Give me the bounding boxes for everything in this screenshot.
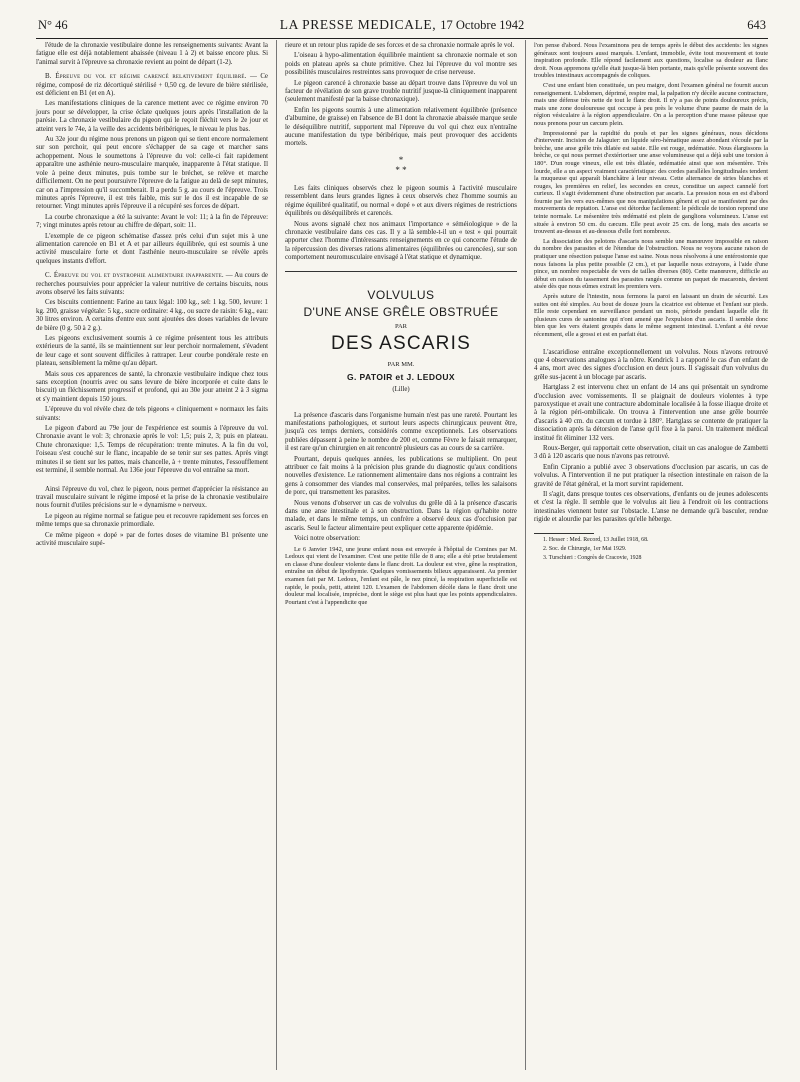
paragraph: Le pigeon carencé à chronaxie basse au départ trouve dans l'épreuve du vol un facteur de révélation de son grave trouble nutritif jusque-là cliniquement inapparent (seulement manifesté par la baisse chronaxique). <box>285 79 517 104</box>
paragraph: Ces biscuits contiennent: Farine au taux légal: 100 kg., sel: 1 kg. 500, levure: 1 kg. 200, graisse végétale: 5 kg., sucre ordinaire: 4 kg., ou sucre de raisin: 6 kg., eau: 30 litres environ. A certains d'entre eux sont ajoutées des doses variables de levure de bière (0 g. 50 à 2 g.). <box>36 299 268 332</box>
paragraph: La courbe chronaxique a été la suivante: Avant le vol: 11; à la fin de l'épreuve: 7; vingt minutes après retour au chiffre de départ, soit: 11. <box>36 213 268 230</box>
paragraph: Au 32e jour du régime nous prenons un pigeon qui se tient encore normalement sur son perchoir, qui peut encore s'échapper de sa cage et marcher sans achoppement. Nous le soumettons à l'épreuve du vol: celle-ci fait rapidement apparaître une asthénie neuro-musculaire marquée, inapparente à l'état statique. Il vole à peine deux minutes, puis tombe sur le bréchet, se relève et marche difficilement. On ne peut poursuivre l'épreuve de la fatigue au delà de sept minutes, car on a l'impression qu'il succomberait. Il a perdu 5 g. au cours de l'épreuve. Trois minutes après l'épreuve, il est très faible, mis sur le dos il est incapable de se retourner. Vingt minutes après l'épreuve il a récupéré ses forces de départ. <box>36 136 268 211</box>
page-header <box>36 14 768 39</box>
article-body-start <box>285 412 517 607</box>
article-continuation <box>285 42 517 149</box>
observation-paragraph: Impressionné par la rapidité du pouls et par les signes généraux, nous décidons d'intervenir. Incision de Jalaguier: un liquide séro-hématique assez abondant s'écoule par la brèche, une anse grêle très dilatée est saisie. Elle est rouge, œdématiée. Nous élargissons la brèche, ce qui nous permet d'extérioriser une anse volumineuse qui a déjà subi une torsion à 180°. D'un rouge vineux, elle est très dilatée, œdématiée ainsi que son mésentère. Très lourde, elle a un aspect vraiment caractéristique: des cordes parallèles longitudinales tendent la muqueuse qui apparaît blanchâtre à leur niveau. Cette alternance de stries blanches et rouges, les premières en relief, les secondes en creux, constitue un aspect cannelé fort curieux. Il s'agit évidemment d'une obstruction par ascaris. La pression nous en est d'abord fournie par les vers eux-mêmes que nos manipulations gênent et qui se manifestent par des mouvements de reptation. L'anse est détordue facilement: le pédicule de torsion reprend une teinte normale. Le mésentère très œdématié est plein de ganglions volumineux. L'anse est située à environ 50 cm. du cæcum. Elle peut avoir 25 cm. de long, mais des ascaris se trouvent au-dessus et au-dessous d'elle fort nombreux. <box>534 129 768 236</box>
observation-paragraph: C'est une enfant bien constituée, un peu maigre, dont l'examen général ne fournit aucun renseignement. L'abdomen, déprimé, respire mal, la palpation n'y décèle aucune contracture, mais une défense très nette de tout le flanc droit. Il n'y a pas de points douloureux précis, mais une zone douloureuse qui occupe à peu près le volume d'une paume de main de la région vésiculaire à la région appendiculaire. On a la perception d'une masse pâteuse que nous prenons pour un cæcum plein. <box>534 81 768 127</box>
section-separator: * * * <box>395 154 407 175</box>
journal-name: LA PRESSE MEDICALE, <box>279 17 437 32</box>
page-number: 643 <box>747 18 766 32</box>
paragraph: L'oiseau à hypo-alimentation équilibrée maintient sa chronaxie normale et son poids en plateau après sa chute primitive. Chez lui l'épreuve du vol montre ses possibilités musculaires restreintes sans provoquer de crise nerveuse. <box>285 52 517 77</box>
article-affiliation: (Lille) <box>392 385 410 393</box>
section-heading: B. Épreuve du vol et régime carencé relativement équilibré. <box>45 73 247 81</box>
paragraph: Enfin Cipranio a publié avec 3 observations d'occlusion par ascaris, un cas de volvulus. A l'intervention il ne put pratiquer la résection intestinale en raison de la gravité de l'état général, et la mort survint rapidement. <box>534 463 768 488</box>
paragraph: L'ascaridiose entraîne exceptionnellement un volvulus. Nous n'avons retrouvé que 4 observations analogues à la nôtre. Kendrick 1 a rapporté le cas d'un enfant de 4 ans, mort avec des signes d'occlusion en deux jours. Il s'agissait d'un volvulus du grêle sus-jacent à un blocage par ascaris. <box>534 348 768 381</box>
paragraph: Nous avons signalé chez nos animaux l'importance « séméiologique » de la chronaxie vestibulaire dans ces cas. Il y a là semble-t-il un « test » qui pourrait apporter chez l'homme d'intéressants renseignements en ce qui concerne l'étude de la répercussion des diverses rations alimentaires (équilibrées ou carencées), sur son comportement neuromusculaire envisagé à l'état statique et dynamique. <box>285 220 517 262</box>
paragraph-gap <box>36 478 268 486</box>
paragraph-gap <box>534 341 768 349</box>
paragraph: Enfin les pigeons soumis à une alimentation relativement équilibrée (présence d'albumine, de graisse) en l'absence de B1 dont la chronaxie abaissée marque seule le déséquilibre nutritif, supportent mal l'épreuve du vol qui chez eux n'entraîne aucune manifestation du type béribérique, mais peut provoquer des accidents mortels. <box>285 106 517 148</box>
footnotes <box>534 537 768 563</box>
paragraph: Nous venons d'observer un cas de volvulus du grêle dû à la présence d'ascaris dans une anse intestinale et à son obstruction. Dans la région qu'habite notre malade, et dans le même temps, un confrère a observé deux cas d'occlusion par ascaris. Seul le facteur alimentaire peut expliquer cette apparente épidémie. <box>285 499 517 532</box>
column-left <box>36 42 268 550</box>
paragraph: L'épreuve du vol révèle chez de tels pigeons « cliniquement » normaux les faits suivants: <box>36 406 268 422</box>
paragraph: Les pigeons exclusivement soumis à ce régime présentent tous les attributs extérieurs de la santé, ils se maintiennent sur leur perchoir normalement, s'évadent de leur cage et sont souvent difficiles à rattraper. Leur courbe pondérale reste en plateau, sensiblement la même qu'au départ. <box>36 335 268 368</box>
footnote: 1. Hesser : Med. Record, 13 Juillet 1918, 68. <box>543 536 649 543</box>
paragraph: Hartglass 2 est intervenu chez un enfant de 14 ans qui présentait un syndrome d'occlusion avec vomissements. Il se plaignait de douleurs violentes à type paroxystique et avait une contracture abdominale localisée à la fosse iliaque droite et à la région péri-ombilicale. On trouva à l'intervention une anse grêle bourrée d'ascaris à 40 cm. du cæcum et tordue à 180°. Hartglass se contente de pratiquer la dissociation après la détorsion de l'anse qu'il fixe à la paroi. Un traitement médical institué fit éliminer 132 vers. <box>534 384 768 442</box>
footnote: 3. Turschieri : Congrès de Cracovie, 1928 <box>543 555 642 562</box>
observation-paragraph: Le 6 Janvier 1942, une jeune enfant nous est envoyée à l'hôpital de Comines par M. Ledoux qui vient de l'examiner. C'est une petite fille de 8 ans; elle a été prise brutalement en classe d'une douleur violente dans le flanc droit. La douleur est vive, gêne la respiration, entraîne un début de lipothymie. Quelques vomissements bilieux apparaissent. Au premier examen fait par M. Ledoux, l'enfant est pâle, le nez pincé, la respiration superficielle est rapide, le pouls, petit, atteint 120. L'examen de l'abdomen décèle dans le flanc droit une douleur mal localisée, imprécise, dont le siège est plus haut que les points appendiculaires. Pourtant c'est à l'appendicite que <box>285 545 517 606</box>
article-byline-prefix: PAR MM. <box>387 360 415 368</box>
journal-title-line <box>36 17 768 33</box>
article-title-line3: DES ASCARIS <box>331 332 471 354</box>
paragraph: L'exemple de ce pigeon schématise d'assez près celui d'un sujet mis à une alimentation carencée en B1 et A et par ailleurs équilibrée, qui est soumis à une activité musculaire forte et dont l'asthénie neuro-musculaire se révèle après quelques instants d'effort. <box>36 232 268 265</box>
observation-paragraph: La dissociation des pelotons d'ascaris nous semble une manœuvre impossible en raison du nombre des parasites et de l'étendue de l'obstruction. Nous ne voyons aucune raison de pratiquer une résection puisque l'anse est saine. Nous nous résolvons à une entérostomie que nous faisons la plus petite possible (2 cm.), et par laquelle nous extrayons, à l'aide d'une pince, un nombre respectable de vers de tailles diverses (80). Cette manœuvre, difficile au début en raison du tassement des parasites rangés comme un paquet de macaronis, devient aisée dès que nous eûmes extrait les premiers vers. <box>534 237 768 291</box>
paragraph: Mais sous ces apparences de santé, la chronaxie vestibulaire indique chez tous sans exception (nourris avec ou sans levure de bière incorporée et cuite dans le biscuit) un fléchissement progressif et profond, qui au 30e jour atteint 2 à 3 sigma et s'y maintient depuis 150 jours. <box>36 370 268 403</box>
column-rule-right <box>525 40 526 1070</box>
article-title-line1: VOLVULUS <box>367 287 435 302</box>
footnote-rule <box>534 533 594 534</box>
observation-paragraph: l'on pense d'abord. Nous l'examinons peu de temps après le début des accidents: les signes généraux sont toujours aussi marqués. L'enfant, immobile, évite tout mouvement et toute inspiration profonde. Elle répond facilement aux questions, localise sa douleur au flanc droit. Nous apprenons qu'elle était jusque-là bien portante, mais qu'elle présente souvent des troubles intestinaux accompagnés de coliques. <box>534 42 768 80</box>
column-middle <box>285 42 517 608</box>
paragraph: Pourtant, depuis quelques années, les publications se multiplient. On peut attribuer ce fait moins à la précision plus grande du diagnostic qu'aux conditions nouvelles d'existence. Le rationnement alimentaire dans nos régions a contraint les gens à consommer des viandes mal conservées, mal préparées, telles les salaisons de porc, qui transmettent les parasites. <box>285 455 517 497</box>
paragraph: Ainsi l'épreuve du vol, chez le pigeon, nous permet d'apprécier la résistance au travail musculaire suivant le régime imposé et la prise de la chronaxie vestibulaire nous fournit d'utiles précisions sur le « dynamisme » nerveux. <box>36 485 268 510</box>
section-paragraph <box>36 272 268 297</box>
section-text: — Ce régime, composé de riz décortiqué stérilisé + 0,50 cg. de levure de bière stérilisée, est déficient en B1 (et en A). <box>36 73 268 98</box>
issue-number: N° 46 <box>38 18 68 32</box>
paragraph: Il s'agit, dans presque toutes ces observations, d'enfants ou de jeunes adolescents et c'est la règle. Il semble que le volvulus ait lieu à l'endroit où les contractions intestinales viennent buter sur l'obstacle. L'anse ne demande qu'à basculer, rendue rigide et alourdie par les parasites qu'elle héberge. <box>534 491 768 524</box>
footnote: 2. Soc. de Chirurgie, 1er Mai 1929. <box>543 545 627 552</box>
paragraph: Le pigeon au régime normal se fatigue peu et recouvre rapidement ses forces en même temps que sa chronaxie primordiale. <box>36 512 268 529</box>
section-paragraph <box>36 73 268 98</box>
article-divider <box>285 271 517 272</box>
paragraph: Roux-Berger, qui rapportait cette observation, citait un cas analogue de Zambetti 3 dû à 120 ascaris que nous n'avons pas retrouvé. <box>534 445 768 461</box>
paragraph: Les manifestations cliniques de la carence mettent avec ce régime environ 70 jours pour se développer, la crise éclate quelques jours après l'installation de la parésie. La chronaxie vestibulaire du pigeon qui le reçoit fléchit vers le 2e jour et atteint vers le 74e, à la veille des accidents béribériques, le niveau le plus bas. <box>36 100 268 133</box>
paragraph: La présence d'ascaris dans l'organisme humain n'est pas une rareté. Pourtant les manifestations pathologiques, et surtout leurs aspects chirurgicaux peuvent être, jusqu'à ces temps derniers, considérés comme exceptionnels. Les observations publiées dépassent à peine le nombre de 200 et, comme Fèvre le faisait remarquer, il est rare qu'un chirurgien en ait rencontré plusieurs cas au cours de sa carrière. <box>285 411 517 453</box>
paragraph: rieure et un retour plus rapide de ses forces et de sa chronaxie normale après le vol. <box>285 42 515 49</box>
article-conclusion <box>285 185 517 263</box>
article-authors: G. PATOIR et J. LEDOUX <box>347 371 455 382</box>
paragraph: Ce même pigeon « dopé » par de fortes doses de vitamine B1 présente une activité musculaire supé- <box>36 531 268 547</box>
paragraph: Le pigeon d'abord au 79e jour de l'expérience est soumis à l'épreuve du vol. Chronaxie avant le vol: 3; chronaxie après le vol: 1,5; puis 2, 3; puis en plateau. Chute chronaxique: 1,5. Temps de récupération: trente minutes. A la fin du vol, l'oiseau s'est couché sur le flanc, incapable de se tenir sur ses pattes. Après vingt minutes il se tient sur les pattes, mais chancelle, à + trente minutes, l'essoufflement est terminé, il semble normal. Au 136e jour l'épreuve du vol entraîne sa mort. <box>36 425 268 475</box>
article-title-par: PAR <box>394 322 408 330</box>
article-title-line2: D'UNE ANSE GRÊLE OBSTRUÉE <box>303 304 499 319</box>
observation-paragraph: Après suture de l'intestin, nous fermons la paroi en laissant un drain de sécurité. Les suites ont été simples. Au bout de douze jours la cicatrice est obtenue et l'enfant sur pieds. Elle reste cependant en surveillance pendant un mois, période pendant laquelle elle fit plusieurs cures de santonine qui n'ont amené que l'expulsion d'un ascaris. Il semble donc bien que les vers étaient groupés dans le même segment intestinal. L'enfant a été revue récemment, elle a grossi et est en parfait état. <box>534 293 768 338</box>
column-right <box>534 42 768 564</box>
paragraph: Voici notre observation: <box>294 535 361 543</box>
section-heading: C. Épreuve du vol et dystrophie alimentaire inapparente. <box>45 272 224 280</box>
issue-date: 17 Octobre 1942 <box>440 18 525 32</box>
paragraph: Les faits cliniques observés chez le pigeon soumis à l'activité musculaire ressemblent dans leurs grandes lignes à ceux observés chez l'homme soumis au régime équilibré qualitatif, ou normal « dopé » et aux divers régimes de restrictions équilibrés ou déséquilibrés et carencés. <box>285 184 517 218</box>
column-rule-left <box>276 40 277 1070</box>
article-body-continued <box>534 42 768 525</box>
paragraph: l'étude de la chronaxie vestibulaire donne les renseignements suivants: Avant la fatigue elle est déjà notablement abaissée (niveau 1 à 2) et baisse encore plus. Si l'animal survit à l'épreuve sa chronaxie revient au point de départ (1-2). <box>36 42 268 66</box>
section-text: — Au cours de recherches poursuivies pour apprécier la valeur nutritive de certains biscuits, nous avons observé les faits suivants: <box>36 272 268 296</box>
